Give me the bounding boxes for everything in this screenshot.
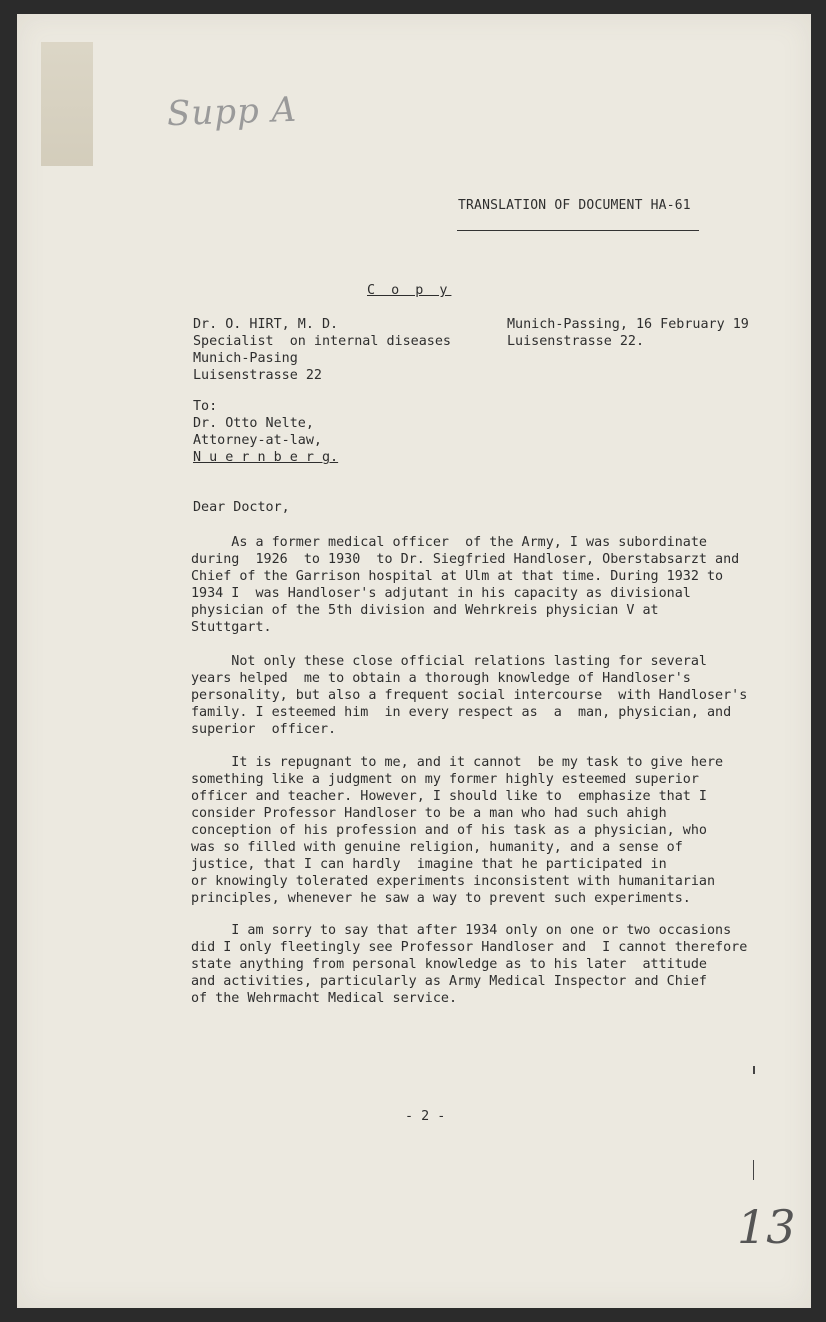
recipient-city: N u e r n b e r g.: [193, 450, 339, 465]
recipient-block: [193, 398, 338, 466]
copy-label: C o p y: [367, 283, 452, 298]
sender-specialty: Specialist on internal diseases: [193, 334, 451, 349]
place-street: Luisenstrasse 22.: [507, 334, 645, 349]
heading-underline: [457, 230, 699, 231]
handwritten-annotation: Supp A: [166, 89, 298, 135]
place-date-block: [507, 316, 749, 350]
salutation: Dear Doctor,: [193, 500, 290, 515]
recipient-to: To:: [193, 399, 218, 414]
sender-city: Munich-Pasing: [193, 351, 298, 366]
margin-mark: [753, 1066, 755, 1074]
paragraph-1: As a former medical officer of the Army, I was subordinate during 1926 to 1930 to Dr. Siegfried Handloser, Oberstabsarzt and Chief of the Garrison hospital at Ulm at that time. During 1932 to 1934 I was Handloser's adjutant in his capacity as divisional physician of the 5th division and Wehrkreis physician V at Stuttgart.: [191, 535, 740, 635]
paragraph-4: I am sorry to say that after 1934 only on one or two occasions did I only fleetingly see Professor Handloser and I cannot therefore state anything from personal knowledge as to his later attitude and activities, particularly as Army Medical Inspector and Chief of the Wehrmacht Medical service.: [191, 923, 748, 1006]
document-page: [17, 14, 811, 1308]
recipient-title: Attorney-at-law,: [193, 433, 322, 448]
paper-stain: [41, 42, 93, 166]
margin-mark: [753, 1160, 754, 1180]
document-heading: TRANSLATION OF DOCUMENT HA-61: [458, 198, 691, 213]
recipient-name: Dr. Otto Nelte,: [193, 416, 314, 431]
sender-block: [193, 316, 451, 384]
sender-name: Dr. O. HIRT, M. D.: [193, 317, 339, 332]
paragraph-2: Not only these close official relations lasting for several years helped me to obtain a thorough knowledge of Handloser's personality, but also a frequent social intercourse with Handloser's family. I esteemed him in every respect as a man, physician, and superior officer.: [191, 654, 748, 737]
paragraph-3: It is repugnant to me, and it cannot be my task to give here something like a judgment on my former highly esteemed superior officer and teacher. However, I should like to emphasize that I consider Professor Handloser to be a man who had such ahigh conception of his profession and of his task as a physician, who was so filled with genuine religion, humanity, and a sense of justice, that I can hardly imagine that he participated in or knowingly tolerated experiments inconsistent with humanitarian principles, whenever he saw a way to prevent such experiments.: [191, 755, 724, 906]
sender-street: Luisenstrasse 22: [193, 368, 322, 383]
page-number: - 2 -: [405, 1109, 446, 1124]
handwritten-folio-number: 13: [737, 1200, 796, 1254]
place-date: Munich-Passing, 16 February 19: [507, 317, 749, 332]
